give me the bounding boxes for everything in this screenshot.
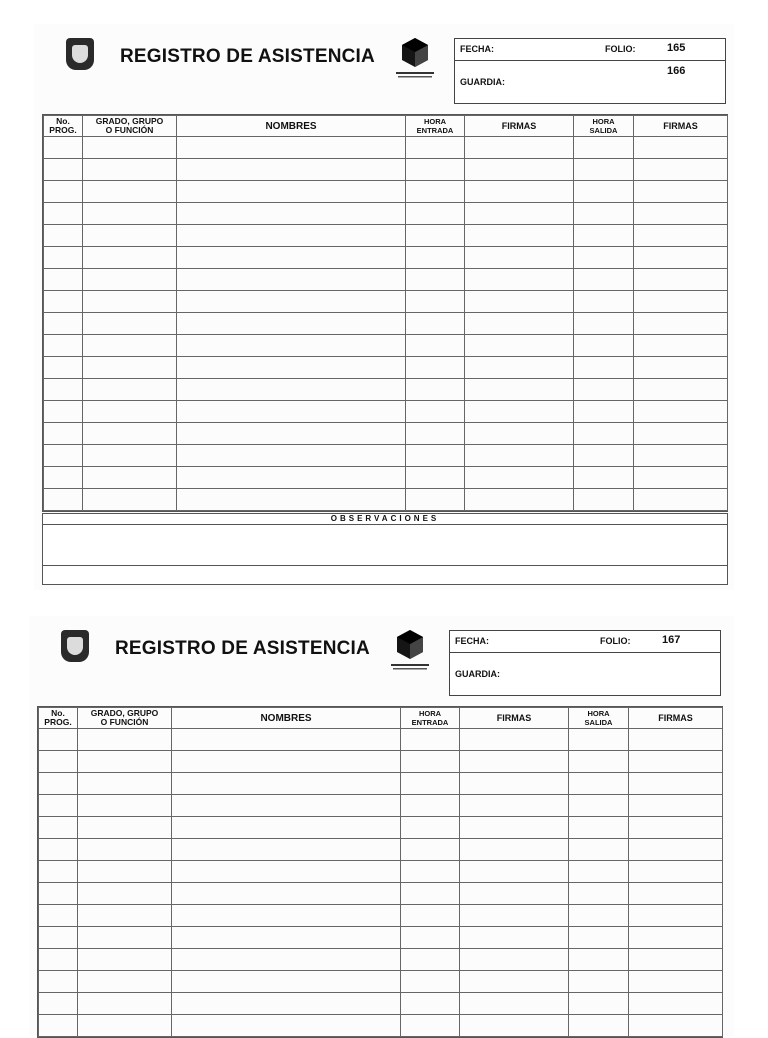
table-cell[interactable] xyxy=(460,927,569,949)
table-cell[interactable] xyxy=(406,203,465,225)
table-cell[interactable] xyxy=(574,379,634,401)
observaciones-footer-row xyxy=(43,566,727,584)
table-cell[interactable] xyxy=(44,379,83,401)
table-cell[interactable] xyxy=(634,247,728,269)
table-cell[interactable] xyxy=(172,905,401,927)
table-cell[interactable] xyxy=(44,423,83,445)
table-cell[interactable] xyxy=(406,137,465,159)
table-cell[interactable] xyxy=(629,993,723,1015)
table-cell[interactable] xyxy=(569,729,629,751)
table-cell[interactable] xyxy=(634,445,728,467)
table-cell[interactable] xyxy=(39,949,78,971)
table-cell[interactable] xyxy=(83,159,177,181)
attendance-table xyxy=(37,706,723,1038)
table-cell[interactable] xyxy=(406,313,465,335)
table-cell[interactable] xyxy=(401,993,460,1015)
table-cell[interactable] xyxy=(177,247,406,269)
table-cell[interactable] xyxy=(39,883,78,905)
col-hora-salida: HORA SALIDA xyxy=(569,708,629,729)
table-cell[interactable] xyxy=(465,379,574,401)
col-hora-salida: HORA SALIDA xyxy=(574,116,634,137)
attendance-table xyxy=(42,114,728,512)
table-cell[interactable] xyxy=(44,291,83,313)
table-row xyxy=(44,159,728,181)
table-row xyxy=(44,357,728,379)
table-cell[interactable] xyxy=(401,729,460,751)
table-cell[interactable] xyxy=(634,159,728,181)
table-cell[interactable] xyxy=(406,401,465,423)
table-cell[interactable] xyxy=(177,203,406,225)
table-cell[interactable] xyxy=(83,423,177,445)
table-cell[interactable] xyxy=(629,795,723,817)
table-cell[interactable] xyxy=(39,751,78,773)
table-cell[interactable] xyxy=(569,817,629,839)
table-row xyxy=(39,905,723,927)
table-row xyxy=(39,751,723,773)
table-cell[interactable] xyxy=(574,313,634,335)
table-cell[interactable] xyxy=(177,181,406,203)
table-cell[interactable] xyxy=(83,379,177,401)
table-cell[interactable] xyxy=(574,335,634,357)
table-cell[interactable] xyxy=(177,137,406,159)
table-cell[interactable] xyxy=(406,335,465,357)
table-cell[interactable] xyxy=(78,949,172,971)
table-cell[interactable] xyxy=(401,773,460,795)
table-row xyxy=(44,225,728,247)
fecha-label: FECHA: xyxy=(455,636,489,646)
col-firmas-salida: FIRMAS xyxy=(629,708,723,729)
folio-number: 167 xyxy=(662,634,681,646)
table-cell[interactable] xyxy=(401,949,460,971)
table-cell[interactable] xyxy=(172,949,401,971)
table-cell[interactable] xyxy=(177,379,406,401)
table-cell[interactable] xyxy=(78,971,172,993)
table-row xyxy=(44,247,728,269)
table-cell[interactable] xyxy=(172,861,401,883)
table-cell[interactable] xyxy=(629,817,723,839)
observaciones-box xyxy=(42,513,728,585)
table-cell[interactable] xyxy=(177,401,406,423)
table-cell[interactable] xyxy=(574,159,634,181)
table-cell[interactable] xyxy=(401,1015,460,1037)
guardia-label: GUARDIA: xyxy=(455,669,500,679)
table-cell[interactable] xyxy=(569,1015,629,1037)
table-cell[interactable] xyxy=(465,335,574,357)
table-cell[interactable] xyxy=(39,993,78,1015)
table-cell[interactable] xyxy=(172,927,401,949)
col-firmas-entrada: FIRMAS xyxy=(460,708,569,729)
table-cell[interactable] xyxy=(83,225,177,247)
col-no-prog: No. PROG. xyxy=(44,116,83,137)
table-cell[interactable] xyxy=(574,445,634,467)
table-cell[interactable] xyxy=(634,313,728,335)
table-cell[interactable] xyxy=(634,357,728,379)
table-cell[interactable] xyxy=(39,773,78,795)
table-cell[interactable] xyxy=(83,269,177,291)
table-cell[interactable] xyxy=(574,225,634,247)
table-row xyxy=(44,203,728,225)
table-row xyxy=(39,971,723,993)
table-cell[interactable] xyxy=(83,445,177,467)
table-cell[interactable] xyxy=(569,751,629,773)
table-cell[interactable] xyxy=(177,467,406,489)
table-cell[interactable] xyxy=(569,927,629,949)
table-cell[interactable] xyxy=(465,401,574,423)
table-cell[interactable] xyxy=(83,291,177,313)
table-cell[interactable] xyxy=(172,773,401,795)
table-cell[interactable] xyxy=(634,489,728,511)
table-cell[interactable] xyxy=(465,269,574,291)
table-row xyxy=(44,489,728,511)
table-cell[interactable] xyxy=(44,269,83,291)
table-cell[interactable] xyxy=(39,971,78,993)
table-cell[interactable] xyxy=(569,883,629,905)
table-cell[interactable] xyxy=(569,773,629,795)
table-cell[interactable] xyxy=(460,861,569,883)
fecha-label: FECHA: xyxy=(460,44,494,54)
table-cell[interactable] xyxy=(460,729,569,751)
table-cell[interactable] xyxy=(83,489,177,511)
folio-number-extra: 166 xyxy=(667,65,686,77)
table-cell[interactable] xyxy=(634,225,728,247)
table-cell[interactable] xyxy=(172,839,401,861)
table-cell[interactable] xyxy=(629,905,723,927)
table-cell[interactable] xyxy=(634,401,728,423)
table-cell[interactable] xyxy=(78,773,172,795)
table-cell[interactable] xyxy=(629,729,723,751)
sep-cube-logo-icon xyxy=(387,628,433,674)
table-cell[interactable] xyxy=(78,1015,172,1037)
table-cell[interactable] xyxy=(83,247,177,269)
table-cell[interactable] xyxy=(401,971,460,993)
table-cell[interactable] xyxy=(574,269,634,291)
table-cell[interactable] xyxy=(172,1015,401,1037)
table-cell[interactable] xyxy=(465,445,574,467)
table-row xyxy=(44,269,728,291)
table-cell[interactable] xyxy=(634,269,728,291)
table-row xyxy=(44,313,728,335)
table-cell[interactable] xyxy=(465,291,574,313)
table-cell[interactable] xyxy=(39,861,78,883)
table-cell[interactable] xyxy=(406,357,465,379)
table-cell[interactable] xyxy=(629,927,723,949)
form-title: REGISTRO DE ASISTENCIA xyxy=(115,638,370,659)
table-row xyxy=(39,993,723,1015)
table-cell[interactable] xyxy=(634,203,728,225)
table-cell[interactable] xyxy=(460,839,569,861)
table-row xyxy=(44,401,728,423)
table-row xyxy=(44,335,728,357)
table-cell[interactable] xyxy=(460,795,569,817)
table-cell[interactable] xyxy=(465,467,574,489)
table-row xyxy=(39,927,723,949)
table-cell[interactable] xyxy=(177,225,406,247)
table-cell[interactable] xyxy=(172,751,401,773)
observaciones-field xyxy=(43,525,727,566)
table-cell[interactable] xyxy=(634,467,728,489)
table-row xyxy=(39,839,723,861)
col-firmas-entrada: FIRMAS xyxy=(465,116,574,137)
table-cell[interactable] xyxy=(465,181,574,203)
table-cell[interactable] xyxy=(460,949,569,971)
table-cell[interactable] xyxy=(465,489,574,511)
table-cell[interactable] xyxy=(172,795,401,817)
table-cell[interactable] xyxy=(78,905,172,927)
table-cell[interactable] xyxy=(78,839,172,861)
table-cell[interactable] xyxy=(569,905,629,927)
table-cell[interactable] xyxy=(177,423,406,445)
table-cell[interactable] xyxy=(465,247,574,269)
table-cell[interactable] xyxy=(574,423,634,445)
attendance-sheet-1 xyxy=(34,24,734,590)
table-cell[interactable] xyxy=(460,993,569,1015)
table-cell[interactable] xyxy=(83,357,177,379)
folio-label: FOLIO: xyxy=(600,636,631,646)
attendance-sheet-2 xyxy=(29,616,734,1036)
header-info-box xyxy=(454,38,726,104)
table-cell[interactable] xyxy=(574,357,634,379)
table-cell[interactable] xyxy=(569,795,629,817)
table-cell[interactable] xyxy=(401,883,460,905)
table-row xyxy=(39,949,723,971)
table-cell[interactable] xyxy=(569,993,629,1015)
table-cell[interactable] xyxy=(634,379,728,401)
table-cell[interactable] xyxy=(172,883,401,905)
col-firmas-salida: FIRMAS xyxy=(634,116,728,137)
table-cell[interactable] xyxy=(465,159,574,181)
header-info-box xyxy=(449,630,721,696)
table-cell[interactable] xyxy=(177,269,406,291)
table-cell[interactable] xyxy=(44,467,83,489)
table-cell[interactable] xyxy=(460,883,569,905)
table-cell[interactable] xyxy=(406,159,465,181)
table-row xyxy=(39,729,723,751)
table-cell[interactable] xyxy=(406,269,465,291)
table-cell[interactable] xyxy=(39,927,78,949)
table-cell[interactable] xyxy=(401,839,460,861)
table-cell[interactable] xyxy=(39,1015,78,1037)
table-cell[interactable] xyxy=(634,423,728,445)
table-cell[interactable] xyxy=(83,313,177,335)
table-cell[interactable] xyxy=(78,751,172,773)
table-cell[interactable] xyxy=(629,949,723,971)
table-cell[interactable] xyxy=(39,729,78,751)
table-cell[interactable] xyxy=(401,817,460,839)
table-cell[interactable] xyxy=(177,313,406,335)
table-cell[interactable] xyxy=(78,861,172,883)
table-cell[interactable] xyxy=(634,181,728,203)
table-cell[interactable] xyxy=(634,335,728,357)
table-cell[interactable] xyxy=(44,203,83,225)
table-cell[interactable] xyxy=(172,729,401,751)
guardia-label: GUARDIA: xyxy=(460,77,505,87)
observaciones-label: OBSERVACIONES xyxy=(43,514,727,525)
col-hora-entrada: HORA ENTRADA xyxy=(406,116,465,137)
sep-cube-logo-icon xyxy=(392,36,438,82)
table-cell[interactable] xyxy=(44,225,83,247)
table-cell[interactable] xyxy=(78,817,172,839)
table-row xyxy=(44,291,728,313)
table-cell[interactable] xyxy=(172,993,401,1015)
table-cell[interactable] xyxy=(83,137,177,159)
table-cell[interactable] xyxy=(401,927,460,949)
table-cell[interactable] xyxy=(177,335,406,357)
table-cell[interactable] xyxy=(406,225,465,247)
table-cell[interactable] xyxy=(406,423,465,445)
table-cell[interactable] xyxy=(44,335,83,357)
table-cell[interactable] xyxy=(634,291,728,313)
state-seal-icon xyxy=(66,38,96,72)
table-cell[interactable] xyxy=(574,401,634,423)
table-row xyxy=(39,773,723,795)
table-cell[interactable] xyxy=(629,751,723,773)
table-cell[interactable] xyxy=(401,751,460,773)
table-cell[interactable] xyxy=(39,839,78,861)
table-cell[interactable] xyxy=(39,905,78,927)
table-cell[interactable] xyxy=(574,467,634,489)
table-cell[interactable] xyxy=(83,203,177,225)
table-cell[interactable] xyxy=(406,489,465,511)
table-cell[interactable] xyxy=(574,489,634,511)
table-cell[interactable] xyxy=(569,949,629,971)
table-cell[interactable] xyxy=(78,795,172,817)
table-cell[interactable] xyxy=(44,313,83,335)
table-cell[interactable] xyxy=(177,291,406,313)
table-cell[interactable] xyxy=(78,927,172,949)
table-cell[interactable] xyxy=(406,291,465,313)
table-row xyxy=(44,445,728,467)
table-cell[interactable] xyxy=(569,861,629,883)
table-cell[interactable] xyxy=(177,357,406,379)
table-cell[interactable] xyxy=(406,379,465,401)
table-cell[interactable] xyxy=(78,729,172,751)
table-cell[interactable] xyxy=(574,291,634,313)
table-row xyxy=(44,423,728,445)
table-cell[interactable] xyxy=(629,773,723,795)
table-row xyxy=(44,137,728,159)
table-cell[interactable] xyxy=(44,247,83,269)
col-grado: GRADO, GRUPO O FUNCIÓN xyxy=(78,708,172,729)
table-row xyxy=(44,181,728,203)
form-title: REGISTRO DE ASISTENCIA xyxy=(120,46,375,67)
table-cell[interactable] xyxy=(460,1015,569,1037)
table-cell[interactable] xyxy=(406,467,465,489)
table-row xyxy=(44,379,728,401)
table-cell[interactable] xyxy=(401,905,460,927)
table-cell[interactable] xyxy=(574,181,634,203)
table-cell[interactable] xyxy=(44,137,83,159)
table-cell[interactable] xyxy=(78,883,172,905)
table-row xyxy=(39,883,723,905)
table-cell[interactable] xyxy=(460,905,569,927)
table-cell[interactable] xyxy=(401,795,460,817)
table-cell[interactable] xyxy=(83,335,177,357)
col-no-prog: No. PROG. xyxy=(39,708,78,729)
table-cell[interactable] xyxy=(629,971,723,993)
table-cell[interactable] xyxy=(574,247,634,269)
table-cell[interactable] xyxy=(44,357,83,379)
table-cell[interactable] xyxy=(406,247,465,269)
table-cell[interactable] xyxy=(177,489,406,511)
table-cell[interactable] xyxy=(401,861,460,883)
table-cell[interactable] xyxy=(44,159,83,181)
table-cell[interactable] xyxy=(465,313,574,335)
table-cell[interactable] xyxy=(629,883,723,905)
table-cell[interactable] xyxy=(44,181,83,203)
table-cell[interactable] xyxy=(177,445,406,467)
table-cell[interactable] xyxy=(83,181,177,203)
table-cell[interactable] xyxy=(629,861,723,883)
state-seal-icon xyxy=(61,630,91,664)
table-cell[interactable] xyxy=(634,137,728,159)
table-cell[interactable] xyxy=(629,1015,723,1037)
table-cell[interactable] xyxy=(172,817,401,839)
table-cell[interactable] xyxy=(569,839,629,861)
col-hora-entrada: HORA ENTRADA xyxy=(401,708,460,729)
table-row xyxy=(39,861,723,883)
table-header-row xyxy=(39,708,723,729)
table-cell[interactable] xyxy=(465,357,574,379)
table-cell[interactable] xyxy=(39,795,78,817)
table-cell[interactable] xyxy=(172,971,401,993)
table-cell[interactable] xyxy=(574,203,634,225)
col-grado: GRADO, GRUPO O FUNCIÓN xyxy=(83,116,177,137)
table-cell[interactable] xyxy=(460,817,569,839)
table-row xyxy=(44,467,728,489)
table-cell[interactable] xyxy=(629,839,723,861)
folio-label: FOLIO: xyxy=(605,44,636,54)
table-cell[interactable] xyxy=(465,225,574,247)
table-cell[interactable] xyxy=(78,993,172,1015)
table-cell[interactable] xyxy=(44,489,83,511)
table-cell[interactable] xyxy=(465,137,574,159)
table-cell[interactable] xyxy=(465,423,574,445)
table-cell[interactable] xyxy=(44,445,83,467)
table-cell[interactable] xyxy=(460,751,569,773)
table-row xyxy=(39,795,723,817)
table-cell[interactable] xyxy=(569,971,629,993)
col-nombres: NOMBRES xyxy=(172,708,401,729)
table-cell[interactable] xyxy=(574,137,634,159)
table-cell[interactable] xyxy=(177,159,406,181)
table-cell[interactable] xyxy=(83,467,177,489)
table-row xyxy=(39,817,723,839)
table-row xyxy=(39,1015,723,1037)
table-cell[interactable] xyxy=(39,817,78,839)
table-cell[interactable] xyxy=(406,445,465,467)
table-cell[interactable] xyxy=(83,401,177,423)
folio-number: 165 xyxy=(667,42,686,54)
table-cell[interactable] xyxy=(460,971,569,993)
table-cell[interactable] xyxy=(44,401,83,423)
table-cell[interactable] xyxy=(465,203,574,225)
table-cell[interactable] xyxy=(460,773,569,795)
table-cell[interactable] xyxy=(406,181,465,203)
table-header-row xyxy=(44,116,728,137)
col-nombres: NOMBRES xyxy=(177,116,406,137)
